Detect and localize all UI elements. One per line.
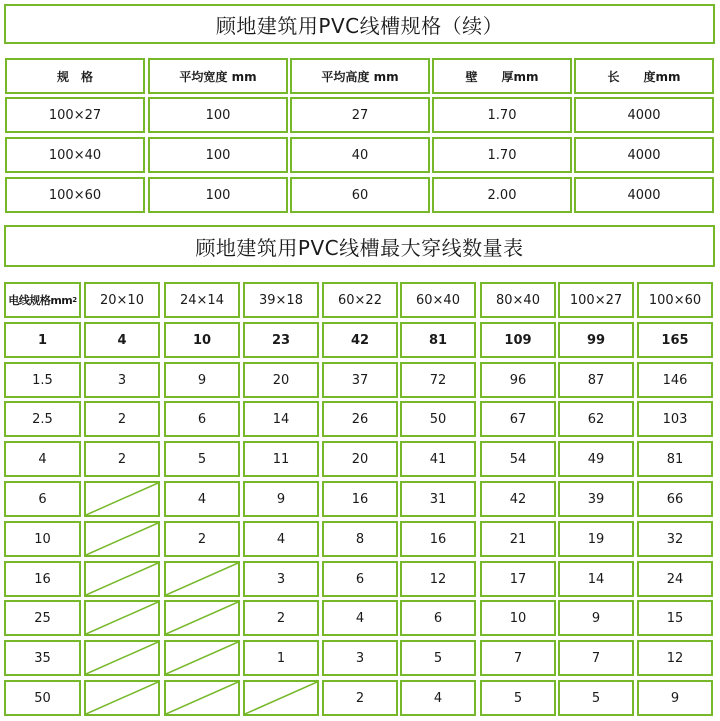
capacity-value-cell: 21 bbox=[480, 521, 556, 557]
spec-data-cell: 100×27 bbox=[5, 97, 145, 133]
diagonal-slash bbox=[86, 642, 158, 674]
spec-data-cell: 100 bbox=[148, 177, 288, 213]
capacity-value-cell: 146 bbox=[637, 362, 713, 398]
diagonal-slash bbox=[86, 602, 158, 634]
empty-diagonal-cell bbox=[243, 680, 319, 716]
capacity-value-cell: 16 bbox=[322, 481, 398, 517]
spec-data-cell: 27 bbox=[290, 97, 430, 133]
empty-diagonal-cell bbox=[84, 561, 160, 597]
capacity-value-cell: 3 bbox=[84, 362, 160, 398]
capacity-value-cell: 9 bbox=[558, 600, 634, 636]
spec-header-cell: 规 格 bbox=[5, 58, 145, 94]
diagonal-slash bbox=[86, 682, 158, 714]
column-header-cell: 100×60 bbox=[637, 282, 713, 318]
spec-data-cell: 4000 bbox=[574, 137, 714, 173]
row-size-cell: 16 bbox=[4, 561, 81, 597]
spec-data-cell: 40 bbox=[290, 137, 430, 173]
capacity-value-cell: 5 bbox=[480, 680, 556, 716]
capacity-value-cell: 37 bbox=[322, 362, 398, 398]
capacity-value-cell: 15 bbox=[637, 600, 713, 636]
spec-data-cell: 2.00 bbox=[432, 177, 572, 213]
diagonal-slash bbox=[86, 563, 158, 595]
capacity-value-cell: 9 bbox=[637, 680, 713, 716]
diagonal-slash bbox=[166, 602, 238, 634]
row-size-cell: 1 bbox=[4, 322, 81, 358]
spec-header-cell: 壁 厚mm bbox=[432, 58, 572, 94]
spec-table-title: 顾地建筑用PVC线槽规格（续） bbox=[4, 4, 715, 44]
capacity-value-cell: 6 bbox=[322, 561, 398, 597]
spec-header-cell: 长 度mm bbox=[574, 58, 714, 94]
empty-diagonal-cell bbox=[164, 680, 240, 716]
capacity-value-cell: 17 bbox=[480, 561, 556, 597]
diagonal-slash bbox=[86, 483, 158, 515]
spec-data-cell: 1.70 bbox=[432, 97, 572, 133]
row-size-cell: 1.5 bbox=[4, 362, 81, 398]
capacity-value-cell: 10 bbox=[480, 600, 556, 636]
capacity-value-cell: 9 bbox=[243, 481, 319, 517]
diagonal-slash bbox=[166, 682, 238, 714]
capacity-value-cell: 10 bbox=[164, 322, 240, 358]
capacity-value-cell: 7 bbox=[480, 640, 556, 676]
row-header-label bbox=[4, 282, 81, 318]
capacity-value-cell: 42 bbox=[322, 322, 398, 358]
capacity-value-cell: 2 bbox=[164, 521, 240, 557]
diagonal-slash bbox=[86, 523, 158, 555]
capacity-value-cell: 32 bbox=[637, 521, 713, 557]
capacity-value-cell: 103 bbox=[637, 401, 713, 437]
capacity-table-title: 顾地建筑用PVC线槽最大穿线数量表 bbox=[4, 225, 715, 267]
capacity-value-cell: 4 bbox=[164, 481, 240, 517]
capacity-value-cell: 11 bbox=[243, 441, 319, 477]
capacity-value-cell: 49 bbox=[558, 441, 634, 477]
empty-diagonal-cell bbox=[84, 521, 160, 557]
capacity-value-cell: 72 bbox=[400, 362, 476, 398]
capacity-value-cell: 87 bbox=[558, 362, 634, 398]
capacity-value-cell: 81 bbox=[637, 441, 713, 477]
row-size-cell: 6 bbox=[4, 481, 81, 517]
row-header-sup: 2 bbox=[72, 296, 77, 304]
diagonal-slash bbox=[245, 682, 317, 714]
capacity-value-cell: 39 bbox=[558, 481, 634, 517]
column-header-cell: 24×14 bbox=[164, 282, 240, 318]
capacity-value-cell: 16 bbox=[400, 521, 476, 557]
capacity-value-cell: 23 bbox=[243, 322, 319, 358]
capacity-value-cell: 12 bbox=[400, 561, 476, 597]
empty-diagonal-cell bbox=[84, 481, 160, 517]
capacity-value-cell: 4 bbox=[400, 680, 476, 716]
capacity-value-cell: 4 bbox=[84, 322, 160, 358]
capacity-value-cell: 67 bbox=[480, 401, 556, 437]
capacity-value-cell: 3 bbox=[243, 561, 319, 597]
capacity-value-cell: 20 bbox=[322, 441, 398, 477]
capacity-value-cell: 2 bbox=[322, 680, 398, 716]
spec-data-cell: 4000 bbox=[574, 177, 714, 213]
capacity-value-cell: 19 bbox=[558, 521, 634, 557]
capacity-value-cell: 66 bbox=[637, 481, 713, 517]
spec-data-cell: 100 bbox=[148, 137, 288, 173]
capacity-value-cell: 42 bbox=[480, 481, 556, 517]
row-header-text: 电线规格mm bbox=[8, 294, 73, 307]
empty-diagonal-cell bbox=[84, 600, 160, 636]
empty-diagonal-cell bbox=[164, 640, 240, 676]
spec-data-cell: 100×60 bbox=[5, 177, 145, 213]
capacity-value-cell: 50 bbox=[400, 401, 476, 437]
capacity-value-cell: 99 bbox=[558, 322, 634, 358]
capacity-value-cell: 8 bbox=[322, 521, 398, 557]
capacity-value-cell: 2 bbox=[84, 401, 160, 437]
capacity-value-cell: 41 bbox=[400, 441, 476, 477]
capacity-value-cell: 54 bbox=[480, 441, 556, 477]
empty-diagonal-cell bbox=[84, 680, 160, 716]
spec-header-cell: 平均高度 mm bbox=[290, 58, 430, 94]
row-size-cell: 35 bbox=[4, 640, 81, 676]
row-size-cell: 2.5 bbox=[4, 401, 81, 437]
empty-diagonal-cell bbox=[164, 561, 240, 597]
capacity-value-cell: 14 bbox=[558, 561, 634, 597]
spec-data-cell: 60 bbox=[290, 177, 430, 213]
capacity-value-cell: 96 bbox=[480, 362, 556, 398]
capacity-value-cell: 5 bbox=[164, 441, 240, 477]
row-size-cell: 10 bbox=[4, 521, 81, 557]
row-size-cell: 4 bbox=[4, 441, 81, 477]
capacity-value-cell: 5 bbox=[558, 680, 634, 716]
capacity-value-cell: 3 bbox=[322, 640, 398, 676]
capacity-value-cell: 9 bbox=[164, 362, 240, 398]
diagonal-slash bbox=[166, 563, 238, 595]
capacity-value-cell: 24 bbox=[637, 561, 713, 597]
capacity-value-cell: 4 bbox=[322, 600, 398, 636]
row-size-cell: 50 bbox=[4, 680, 81, 716]
row-size-cell: 25 bbox=[4, 600, 81, 636]
capacity-value-cell: 26 bbox=[322, 401, 398, 437]
column-header-cell: 100×27 bbox=[558, 282, 634, 318]
diagonal-slash bbox=[166, 642, 238, 674]
capacity-value-cell: 2 bbox=[84, 441, 160, 477]
capacity-value-cell: 81 bbox=[400, 322, 476, 358]
capacity-value-cell: 5 bbox=[400, 640, 476, 676]
empty-diagonal-cell bbox=[84, 640, 160, 676]
capacity-value-cell: 12 bbox=[637, 640, 713, 676]
column-header-cell: 39×18 bbox=[243, 282, 319, 318]
column-header-cell: 60×22 bbox=[322, 282, 398, 318]
column-header-cell: 20×10 bbox=[84, 282, 160, 318]
column-header-cell: 60×40 bbox=[400, 282, 476, 318]
capacity-value-cell: 7 bbox=[558, 640, 634, 676]
spec-header-cell: 平均宽度 mm bbox=[148, 58, 288, 94]
capacity-value-cell: 31 bbox=[400, 481, 476, 517]
capacity-value-cell: 20 bbox=[243, 362, 319, 398]
capacity-value-cell: 62 bbox=[558, 401, 634, 437]
capacity-value-cell: 4 bbox=[243, 521, 319, 557]
spec-data-cell: 100 bbox=[148, 97, 288, 133]
capacity-value-cell: 6 bbox=[164, 401, 240, 437]
capacity-value-cell: 2 bbox=[243, 600, 319, 636]
column-header-cell: 80×40 bbox=[480, 282, 556, 318]
empty-diagonal-cell bbox=[164, 600, 240, 636]
capacity-value-cell: 14 bbox=[243, 401, 319, 437]
capacity-value-cell: 6 bbox=[400, 600, 476, 636]
capacity-value-cell: 109 bbox=[480, 322, 556, 358]
spec-data-cell: 100×40 bbox=[5, 137, 145, 173]
spec-data-cell: 1.70 bbox=[432, 137, 572, 173]
capacity-value-cell: 165 bbox=[637, 322, 713, 358]
spec-data-cell: 4000 bbox=[574, 97, 714, 133]
capacity-value-cell: 1 bbox=[243, 640, 319, 676]
